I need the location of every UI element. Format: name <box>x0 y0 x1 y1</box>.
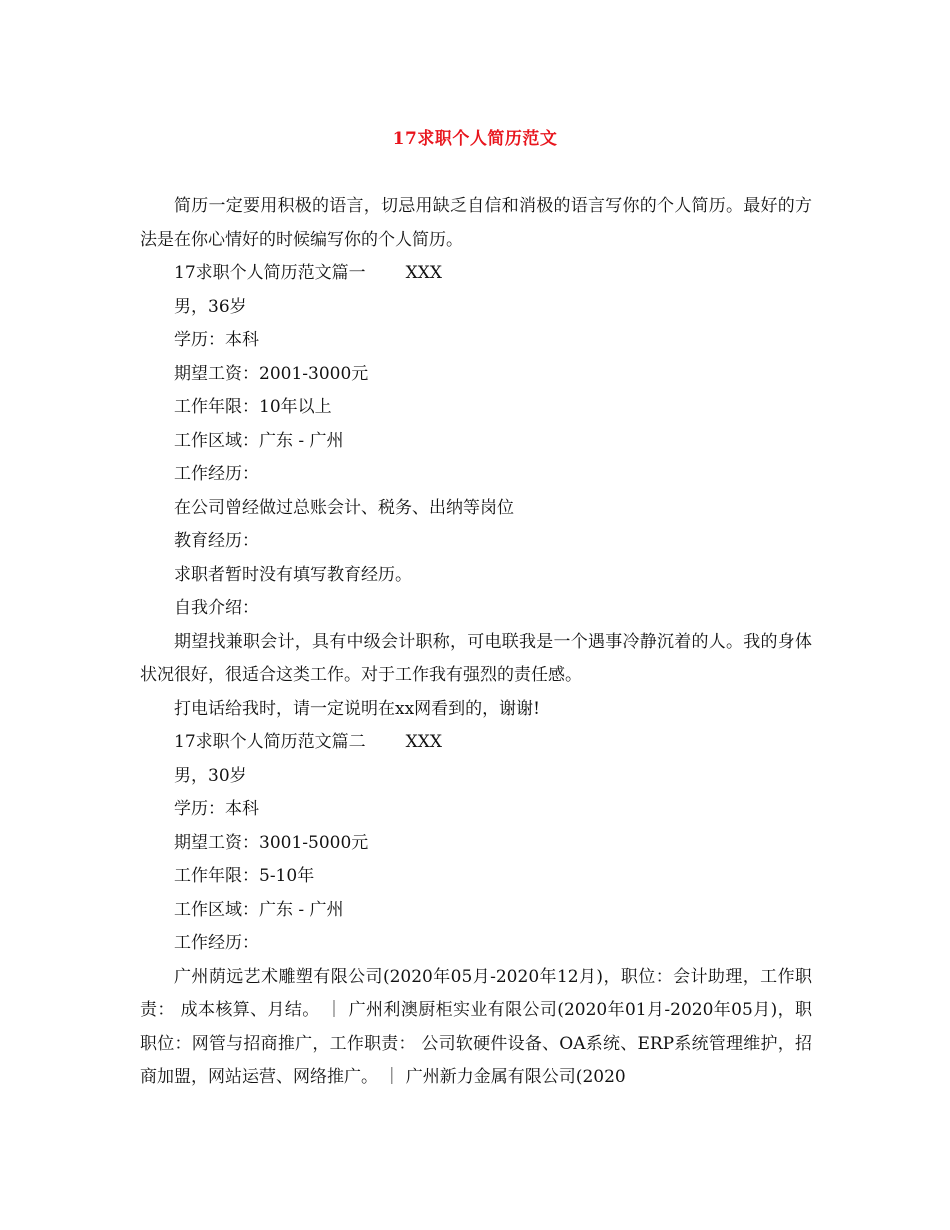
section2-heading-line <box>140 726 812 760</box>
section1-heading: 17求职个人简历范文篇一 <box>174 263 366 283</box>
section1-region: 工作区域：广东 - 广州 <box>174 430 344 451</box>
section2-education: 学历：本科 <box>174 799 259 819</box>
section1-call-text: 打电话给我时，请一定说明在xx网看到的，谢谢! <box>174 698 541 719</box>
section1-years: 工作年限：10年以上 <box>174 397 332 417</box>
section1-salary: 期望工资：2001-3000元 <box>174 363 369 384</box>
section2-salary: 期望工资：3001-5000元 <box>174 832 369 853</box>
section2-gender-age: 男，30岁 <box>174 765 247 786</box>
section2-name: XXX <box>405 732 442 752</box>
section1-work-text: 在公司曾经做过总账会计、税务、出纳等岗位 <box>174 497 514 518</box>
section2-work-text: 广州荫远艺术雕塑有限公司(2020年05月-2020年12月)，职位：会计助理，工作职责： 成本核算、月结。 ｜ 广州利澳厨柜实业有限公司(2020年01月-2020年05月)，职职位：网管与招商推广，工作职责： 公司软硬件设备、OA系统、ERP系统管理维护，招商加盟，网站运营、网络推广。 ｜ 广州新力金属有限公司(2020 <box>140 966 812 1087</box>
intro-paragraph: 简历一定要用积极的语言，切忌用缺乏自信和消极的语言写你的个人简历。最好的方法是在你心情好的时候编写你的个人简历。 <box>140 196 812 250</box>
section1-name: XXX <box>405 263 442 283</box>
section2-region: 工作区域：广东 - 广州 <box>174 899 344 920</box>
section1-gender-age: 男，36岁 <box>174 296 247 317</box>
section2-years: 工作年限：5-10年 <box>174 866 315 886</box>
document-title: 17求职个人简历范文 <box>392 129 558 149</box>
document-body <box>140 190 812 1095</box>
section1-edu-label: 教育经历： <box>174 531 259 551</box>
section1-self-label: 自我介绍： <box>174 598 259 618</box>
section1-work-label: 工作经历： <box>174 464 259 484</box>
section1-education: 学历：本科 <box>174 330 259 350</box>
section2-work-label: 工作经历： <box>174 933 259 953</box>
section1-self-text: 期望找兼职会计，具有中级会计职称，可电联我是一个遇事冷静沉着的人。我的身体状况很好，很适合这类工作。对于工作我有强烈的责任感。 <box>140 631 812 685</box>
section1-edu-text: 求职者暂时没有填写教育经历。 <box>174 564 412 585</box>
section2-heading: 17求职个人简历范文篇二 <box>174 732 366 752</box>
section1-heading-line <box>140 257 812 291</box>
